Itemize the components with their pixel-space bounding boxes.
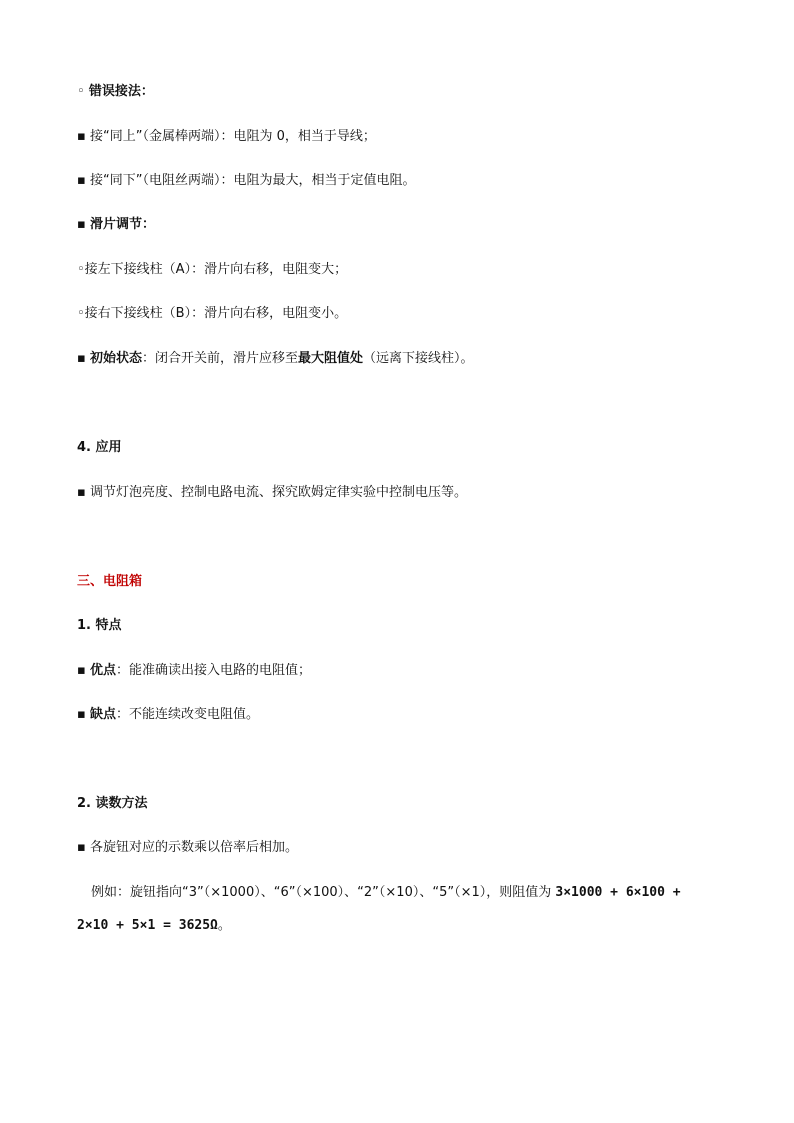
line-strong: 最大阻值处 bbox=[297, 351, 363, 366]
hollow-bullet-icon: ◦ bbox=[77, 306, 85, 321]
example-paragraph bbox=[77, 876, 717, 942]
heading-number: 2. bbox=[77, 796, 91, 811]
example-formula: 3×1000 + 6×100 + 2×10 + 5×1 = 3625Ω bbox=[77, 885, 681, 933]
bullet-line-reading-method bbox=[77, 839, 298, 857]
heading-number: 4. bbox=[77, 440, 91, 455]
line-pre: ：闭合开关前，滑片应移至 bbox=[141, 351, 298, 366]
line-label: 优点 bbox=[89, 663, 116, 678]
heading-text: 读数方法 bbox=[95, 796, 148, 811]
line-post: （远离下接线柱）。 bbox=[363, 351, 474, 366]
square-bullet-icon: ▪ bbox=[77, 485, 86, 500]
example-text: 例如：旋钮指向“3”（×1000）、“6”（×100）、“2”（×10）、“5”（×1），则阻值为 bbox=[91, 885, 556, 900]
line-text: 接左下接线柱（A）：滑片向右移，电阻变大； bbox=[84, 262, 348, 277]
line-post: ：电阻为 0，相当于导线； bbox=[220, 129, 376, 144]
square-bullet-icon: ▪ bbox=[77, 351, 86, 366]
section-heading-resistance-box: 三、电阻箱 bbox=[77, 574, 143, 589]
bullet-line-disadvantage bbox=[77, 706, 259, 724]
bullet-line-advantage bbox=[77, 662, 311, 680]
line-label: 初始状态 bbox=[89, 351, 142, 366]
hollow-bullet-icon: ◦ bbox=[77, 84, 85, 99]
heading-text: 特点 bbox=[95, 618, 122, 633]
square-bullet-icon: ▪ bbox=[77, 217, 86, 232]
bullet-line-applications bbox=[77, 484, 467, 502]
bullet-line-same-top bbox=[77, 128, 376, 146]
bullet-line-right-terminal bbox=[77, 305, 347, 323]
example-end: 。 bbox=[217, 918, 231, 933]
line-label: 缺点 bbox=[89, 707, 116, 722]
line-post: ：不能连续改变电阻值。 bbox=[115, 707, 259, 722]
square-bullet-icon: ▪ bbox=[77, 840, 86, 855]
line-post: ：能准确读出接入电路的电阻值； bbox=[115, 663, 311, 678]
bullet-line-left-terminal bbox=[77, 261, 347, 279]
line-post: ：电阻为最大，相当于定值电阻。 bbox=[220, 173, 416, 188]
bullet-line-wrong-connection bbox=[77, 83, 154, 101]
bullet-line-initial-state bbox=[77, 350, 474, 368]
line-text: 调节灯泡亮度、控制电路电流、探究欧姆定律实验中控制电压等。 bbox=[89, 485, 467, 500]
bullet-line-same-bottom bbox=[77, 172, 415, 190]
heading-text: 应用 bbox=[95, 440, 122, 455]
line-pre: 接“同上” bbox=[89, 129, 143, 144]
line-text: 接右下接线柱（B）：滑片向右移，电阻变小。 bbox=[84, 306, 348, 321]
bullet-line-slider-adjust bbox=[77, 216, 155, 234]
line-text: 各旋钮对应的示数乘以倍率后相加。 bbox=[89, 840, 298, 855]
heading-features bbox=[77, 617, 122, 635]
square-bullet-icon: ▪ bbox=[77, 173, 86, 188]
square-bullet-icon: ▪ bbox=[77, 129, 86, 144]
line-text: 错误接法： bbox=[88, 84, 154, 99]
line-pre: 接“同下” bbox=[89, 173, 143, 188]
line-paren: （金属棒两端） bbox=[142, 129, 221, 144]
square-bullet-icon: ▪ bbox=[77, 663, 86, 678]
line-paren: （电阻丝两端） bbox=[142, 173, 221, 188]
line-text: 滑片调节： bbox=[89, 217, 155, 232]
heading-reading-method bbox=[77, 795, 148, 813]
hollow-bullet-icon: ◦ bbox=[77, 262, 85, 277]
heading-number: 1. bbox=[77, 618, 91, 633]
heading-applications bbox=[77, 439, 122, 457]
square-bullet-icon: ▪ bbox=[77, 707, 86, 722]
